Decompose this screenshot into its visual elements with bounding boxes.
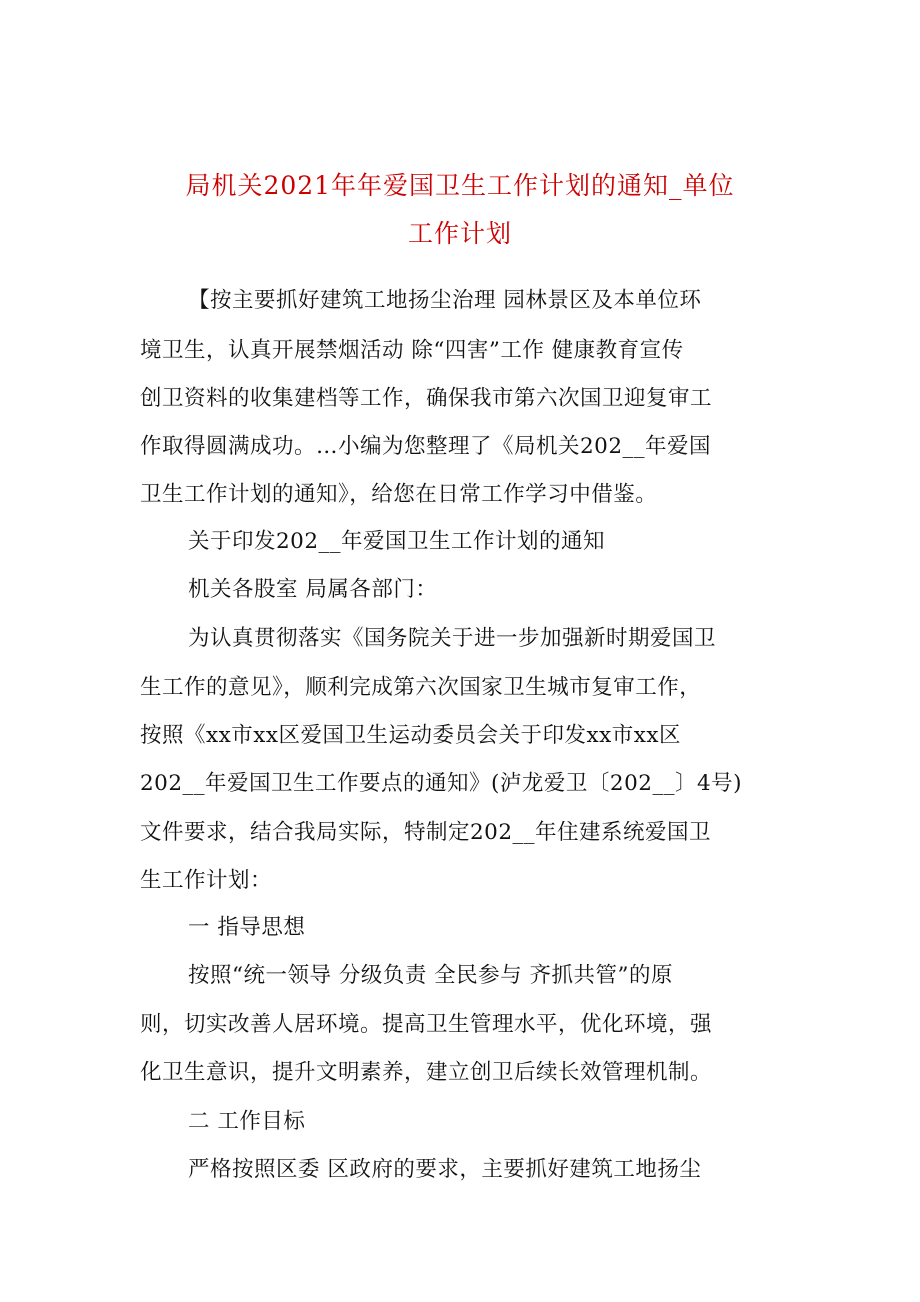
body-line: 文件要求，结合我局实际，特制定202__年住建系统爱国卫 xyxy=(140,820,712,845)
body-line: 生工作计划： xyxy=(140,868,273,893)
body-line: 生工作的意见》，顺利完成第六次国家卫生城市复审工作， xyxy=(140,675,702,700)
body-line: 按照《xx市xx区爱国卫生运动委员会关于印发xx市xx区 xyxy=(140,723,682,748)
body-line: 则，切实改善人居环境。提高卫生管理水平，优化环境，强 xyxy=(140,1012,713,1037)
section-heading: 二 工作目标 xyxy=(188,1109,306,1134)
body-line: 为认真贯彻落实《国务院关于进一步加强新时期爱国卫 xyxy=(188,626,717,651)
body-line: 【按主要抓好建筑工地扬尘治理 园林景区及本单位环 xyxy=(188,288,702,313)
body-line: 卫生工作计划的通知》，给您在日常工作学习中借鉴。 xyxy=(140,482,658,507)
body-line: 作取得圆满成功。…小编为您整理了《局机关202__年爱国 xyxy=(140,434,712,459)
body-line: 境卫生，认真开展禁烟活动 除“四害”工作 健康教育宣传 xyxy=(140,338,684,363)
body-line: 202__年爱国卫生工作要点的通知》(泸龙爱卫〔202__〕4号) xyxy=(140,771,743,796)
body-line: 严格按照区委 区政府的要求，主要抓好建筑工地扬尘 xyxy=(188,1157,702,1182)
section-heading: 一 指导思想 xyxy=(188,915,306,940)
body-line: 化卫生意识，提升文明素养，建立创卫后续长效管理机制。 xyxy=(140,1060,713,1085)
body-line: 关于印发202__年爱国卫生工作计划的通知 xyxy=(188,529,606,554)
salutation-line: 机关各股室 局属各部门： xyxy=(188,577,438,602)
document-title-line-1: 局机关2021年年爱国卫生工作计划的通知_单位 xyxy=(185,171,735,200)
body-line: 按照“统一领导 分级负责 全民参与 齐抓共管”的原 xyxy=(188,963,673,988)
body-line: 创卫资料的收集建档等工作，确保我市第六次国卫迎复审工 xyxy=(140,386,713,411)
document-title-line-2: 工作计划 xyxy=(407,219,512,248)
